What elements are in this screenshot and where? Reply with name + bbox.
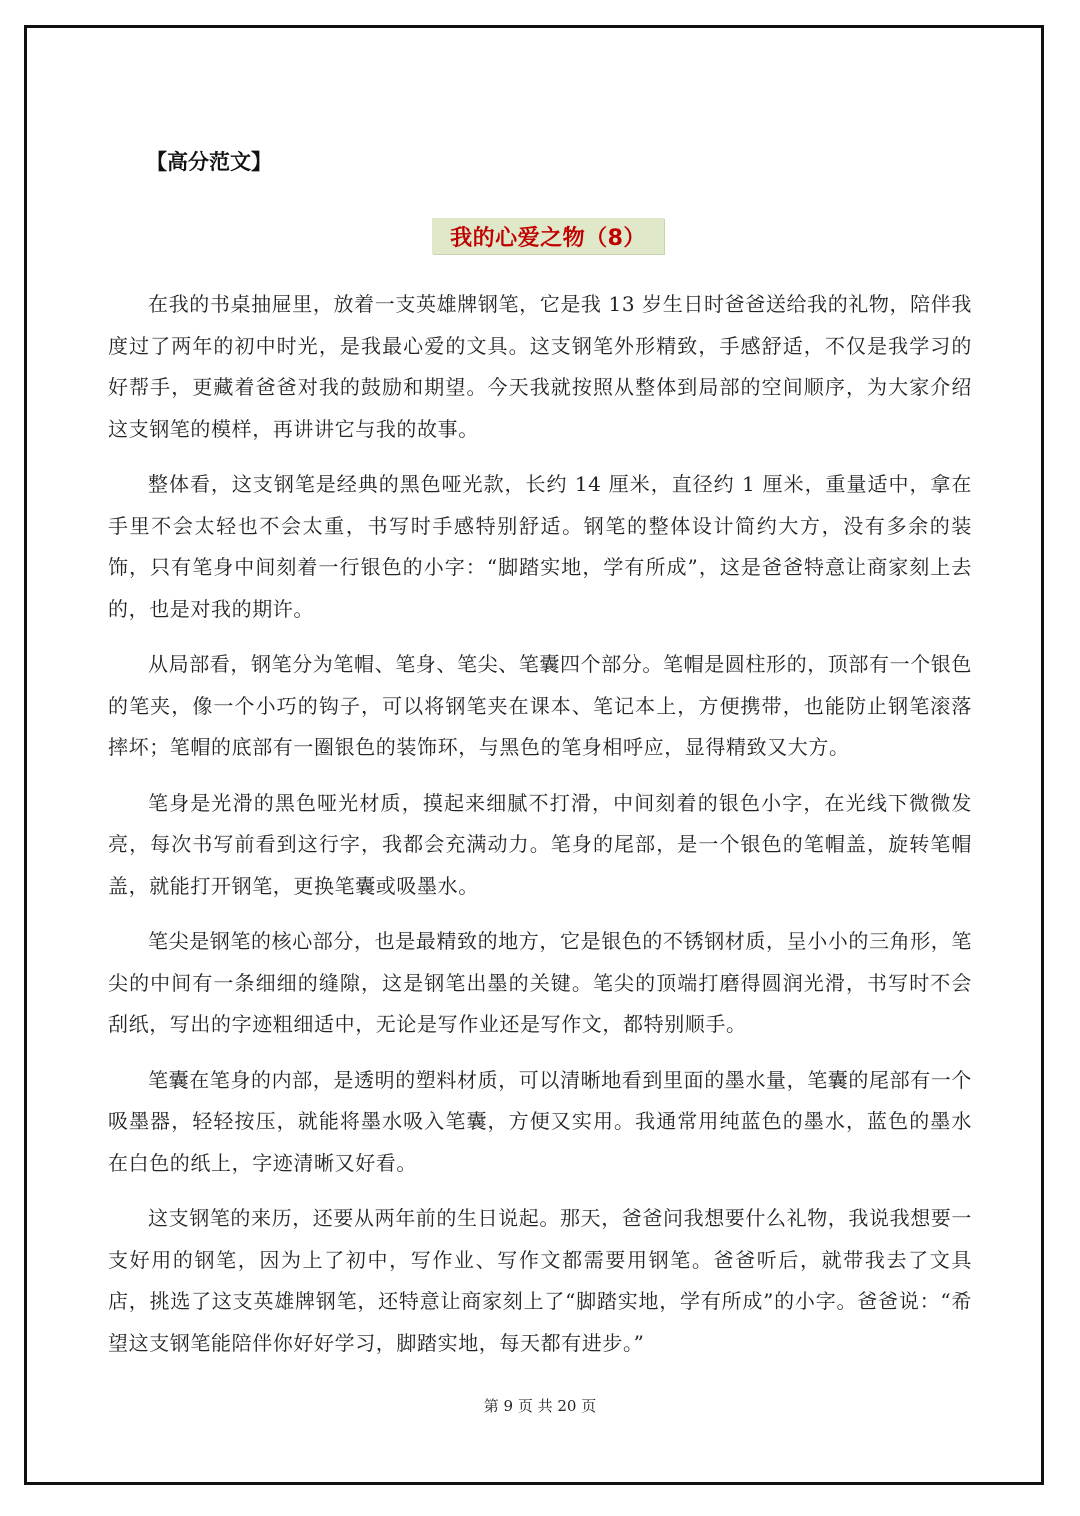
paragraph: 这支钢笔的来历，还要从两年前的生日说起。那天，爸爸问我想要什么礼物，我说我想要一支好用的钢笔，因为上了初中，写作业、写作文都需要用钢笔。爸爸听后，就带我去了文具店，挑选了这支英雄牌钢笔，还特意让商家刻上了“脚踏实地，学有所成”的小字。爸爸说：“希望这支钢笔能陪伴你好好学习，脚踏实地，每天都有进步。”: [108, 1206, 972, 1355]
page-footer: 第 9 页 共 20 页: [483, 1397, 597, 1415]
paragraph: 笔尖是钢笔的核心部分，也是最精致的地方，它是银色的不锈钢材质，呈小小的三角形，笔尖的中间有一条细细的缝隙，这是钢笔出墨的关键。笔尖的顶端打磨得圆润光滑，书写时不会刮纸，写出的字迹粗细适中，无论是写作业还是写作文，都特别顺手。: [108, 929, 972, 1036]
essay-title: 我的心爱之物（8）: [450, 225, 646, 251]
paragraph: 整体看，这支钢笔是经典的黑色哑光款，长约 14 厘米，直径约 1 厘米，重量适中，拿在手里不会太轻也不会太重，书写时手感特别舒适。钢笔的整体设计简约大方，没有多余的装饰，只有笔身中间刻着一行银色的小字：“脚踏实地，学有所成”，这是爸爸特意让商家刻上去的，也是对我的期许。: [108, 472, 972, 621]
paragraph: 笔身是光滑的黑色哑光材质，摸起来细腻不打滑，中间刻着的银色小字，在光线下微微发亮，每次书写前看到这行字，我都会充满动力。笔身的尾部，是一个银色的笔帽盖，旋转笔帽盖，就能打开钢笔，更换笔囊或吸墨水。: [108, 790, 972, 898]
paragraph: 从局部看，钢笔分为笔帽、笔身、笔尖、笔囊四个部分。笔帽是圆柱形的，顶部有一个银色的笔夹，像一个小巧的钩子，可以将钢笔夹在课本、笔记本上，方便携带，也能防止钢笔滚落摔坏；笔帽的底部有一圈银色的装饰环，与黑色的笔身相呼应，显得精致又大方。: [108, 652, 972, 759]
paragraph: 在我的书桌抽屉里，放着一支英雄牌钢笔，它是我 13 岁生日时爸爸送给我的礼物，陪伴我度过了两年的初中时光，是我最心爱的文具。这支钢笔外形精致，手感舒适，不仅是我学习的好帮手，更藏着爸爸对我的鼓励和期望。今天我就按照从整体到局部的空间顺序，为大家介绍这支钢笔的模样，再讲讲它与我的故事。: [108, 292, 972, 441]
section-label: 【高分范文】: [146, 150, 272, 174]
essay-body: [108, 284, 972, 1378]
title-band: [432, 218, 664, 254]
paragraph: 笔囊在笔身的内部，是透明的塑料材质，可以清晰地看到里面的墨水量，笔囊的尾部有一个吸墨器，轻轻按压，就能将墨水吸入笔囊，方便又实用。我通常用纯蓝色的墨水，蓝色的墨水在白色的纸上，字迹清晰又好看。: [108, 1067, 972, 1175]
